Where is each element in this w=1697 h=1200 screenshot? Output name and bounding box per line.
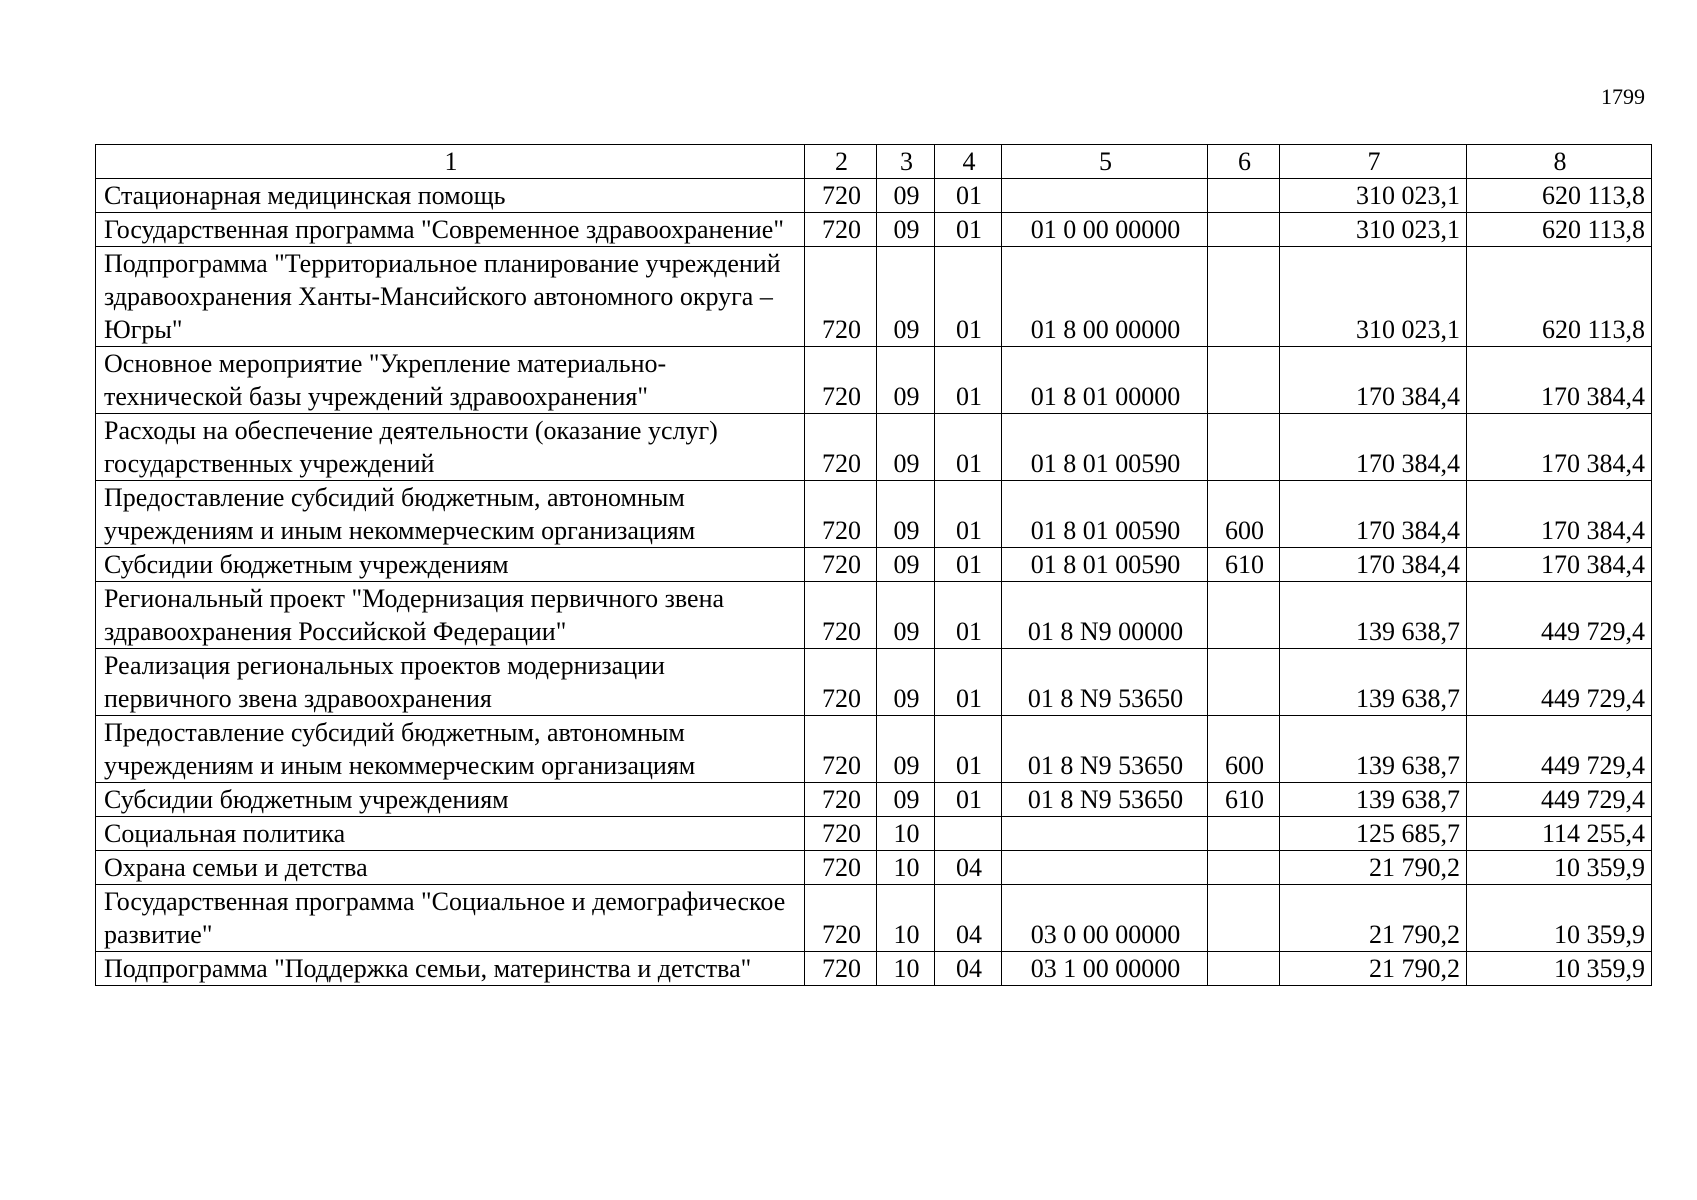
cell-subsection: 01 — [935, 548, 1002, 582]
cell-target-code — [1002, 817, 1208, 851]
row-name: Социальная политика — [96, 817, 805, 851]
row-name: Охрана семьи и детства — [96, 851, 805, 885]
table-row — [96, 851, 1652, 885]
column-header: 7 — [1280, 145, 1467, 179]
cell-section: 09 — [877, 481, 935, 548]
page-number: 1799 — [1601, 84, 1645, 109]
cell-amount-8: 449 729,4 — [1467, 716, 1652, 783]
column-header: 2 — [805, 145, 877, 179]
cell-amount-8: 449 729,4 — [1467, 582, 1652, 649]
cell-ministry: 720 — [805, 783, 877, 817]
table-row — [96, 952, 1652, 986]
cell-subsection: 04 — [935, 885, 1002, 952]
cell-expense-type — [1208, 649, 1280, 716]
cell-ministry: 720 — [805, 414, 877, 481]
table-row — [96, 817, 1652, 851]
cell-target-code: 01 8 N9 53650 — [1002, 783, 1208, 817]
cell-section: 10 — [877, 851, 935, 885]
row-name: Подпрограмма "Территориальное планирование учреждений здравоохранения Ханты-Мансийского автономного округа – Югры" — [96, 247, 805, 347]
cell-expense-type: 600 — [1208, 481, 1280, 548]
cell-expense-type — [1208, 582, 1280, 649]
cell-section: 09 — [877, 347, 935, 414]
cell-amount-8: 10 359,9 — [1467, 885, 1652, 952]
cell-expense-type — [1208, 247, 1280, 347]
cell-amount-7: 310 023,1 — [1280, 247, 1467, 347]
cell-ministry: 720 — [805, 851, 877, 885]
cell-amount-8: 114 255,4 — [1467, 817, 1652, 851]
cell-ministry: 720 — [805, 179, 877, 213]
cell-amount-8: 10 359,9 — [1467, 952, 1652, 986]
row-name: Предоставление субсидий бюджетным, автономным учреждениям и иным некоммерческим организациям — [96, 716, 805, 783]
cell-section: 09 — [877, 179, 935, 213]
cell-amount-7: 170 384,4 — [1280, 548, 1467, 582]
row-name: Субсидии бюджетным учреждениям — [96, 548, 805, 582]
cell-target-code: 03 0 00 00000 — [1002, 885, 1208, 952]
cell-expense-type — [1208, 347, 1280, 414]
cell-expense-type: 600 — [1208, 716, 1280, 783]
cell-subsection — [935, 817, 1002, 851]
cell-target-code — [1002, 851, 1208, 885]
row-name: Реализация региональных проектов модернизации первичного звена здравоохранения — [96, 649, 805, 716]
cell-expense-type — [1208, 851, 1280, 885]
table-row — [96, 481, 1652, 548]
cell-ministry: 720 — [805, 548, 877, 582]
cell-amount-7: 170 384,4 — [1280, 414, 1467, 481]
column-header: 1 — [96, 145, 805, 179]
column-header: 5 — [1002, 145, 1208, 179]
cell-amount-7: 21 790,2 — [1280, 885, 1467, 952]
cell-target-code: 01 8 01 00000 — [1002, 347, 1208, 414]
cell-expense-type — [1208, 179, 1280, 213]
column-header: 8 — [1467, 145, 1652, 179]
cell-section: 09 — [877, 247, 935, 347]
cell-target-code: 01 8 N9 53650 — [1002, 716, 1208, 783]
cell-amount-7: 310 023,1 — [1280, 179, 1467, 213]
cell-subsection: 01 — [935, 481, 1002, 548]
cell-section: 09 — [877, 414, 935, 481]
cell-amount-7: 139 638,7 — [1280, 582, 1467, 649]
cell-section: 09 — [877, 548, 935, 582]
cell-subsection: 01 — [935, 213, 1002, 247]
cell-amount-7: 21 790,2 — [1280, 952, 1467, 986]
cell-subsection: 01 — [935, 347, 1002, 414]
cell-target-code — [1002, 179, 1208, 213]
cell-ministry: 720 — [805, 481, 877, 548]
cell-subsection: 01 — [935, 247, 1002, 347]
row-name: Региональный проект "Модернизация первичного звена здравоохранения Российской Федерации" — [96, 582, 805, 649]
cell-target-code: 01 0 00 00000 — [1002, 213, 1208, 247]
cell-amount-8: 170 384,4 — [1467, 481, 1652, 548]
table-row — [96, 179, 1652, 213]
cell-amount-8: 620 113,8 — [1467, 179, 1652, 213]
row-name: Предоставление субсидий бюджетным, автономным учреждениям и иным некоммерческим организациям — [96, 481, 805, 548]
cell-section: 10 — [877, 952, 935, 986]
column-header: 6 — [1208, 145, 1280, 179]
row-name: Подпрограмма "Поддержка семьи, материнства и детства" — [96, 952, 805, 986]
cell-amount-7: 139 638,7 — [1280, 716, 1467, 783]
cell-section: 10 — [877, 885, 935, 952]
cell-subsection: 01 — [935, 414, 1002, 481]
cell-amount-8: 10 359,9 — [1467, 851, 1652, 885]
cell-subsection: 01 — [935, 582, 1002, 649]
cell-amount-8: 449 729,4 — [1467, 783, 1652, 817]
cell-target-code: 01 8 00 00000 — [1002, 247, 1208, 347]
budget-table — [95, 144, 1652, 986]
cell-expense-type: 610 — [1208, 548, 1280, 582]
cell-amount-8: 449 729,4 — [1467, 649, 1652, 716]
table-header-row — [96, 145, 1652, 179]
table-row — [96, 885, 1652, 952]
cell-subsection: 04 — [935, 952, 1002, 986]
cell-subsection: 01 — [935, 179, 1002, 213]
cell-expense-type — [1208, 885, 1280, 952]
cell-target-code: 01 8 N9 00000 — [1002, 582, 1208, 649]
cell-amount-7: 170 384,4 — [1280, 481, 1467, 548]
table-row — [96, 582, 1652, 649]
cell-ministry: 720 — [805, 885, 877, 952]
row-name: Субсидии бюджетным учреждениям — [96, 783, 805, 817]
cell-amount-7: 310 023,1 — [1280, 213, 1467, 247]
table-row — [96, 247, 1652, 347]
cell-amount-7: 139 638,7 — [1280, 783, 1467, 817]
table-row — [96, 347, 1652, 414]
row-name: Основное мероприятие "Укрепление материально-технической базы учреждений здравоохранения" — [96, 347, 805, 414]
cell-ministry: 720 — [805, 817, 877, 851]
cell-target-code: 01 8 01 00590 — [1002, 414, 1208, 481]
column-header: 3 — [877, 145, 935, 179]
cell-target-code: 01 8 01 00590 — [1002, 481, 1208, 548]
cell-section: 09 — [877, 716, 935, 783]
cell-expense-type — [1208, 952, 1280, 986]
cell-subsection: 01 — [935, 716, 1002, 783]
cell-ministry: 720 — [805, 582, 877, 649]
table-body — [96, 179, 1652, 986]
cell-expense-type — [1208, 213, 1280, 247]
cell-amount-8: 620 113,8 — [1467, 213, 1652, 247]
row-name: Стационарная медицинская помощь — [96, 179, 805, 213]
cell-subsection: 01 — [935, 649, 1002, 716]
cell-ministry: 720 — [805, 347, 877, 414]
cell-amount-7: 125 685,7 — [1280, 817, 1467, 851]
row-name: Государственная программа "Современное здравоохранение" — [96, 213, 805, 247]
cell-section: 09 — [877, 582, 935, 649]
table-row — [96, 213, 1652, 247]
cell-ministry: 720 — [805, 247, 877, 347]
table-row — [96, 783, 1652, 817]
cell-ministry: 720 — [805, 952, 877, 986]
table-row — [96, 414, 1652, 481]
cell-expense-type — [1208, 817, 1280, 851]
column-header: 4 — [935, 145, 1002, 179]
cell-amount-8: 170 384,4 — [1467, 548, 1652, 582]
cell-ministry: 720 — [805, 649, 877, 716]
cell-amount-7: 139 638,7 — [1280, 649, 1467, 716]
row-name: Расходы на обеспечение деятельности (оказание услуг) государственных учреждений — [96, 414, 805, 481]
cell-section: 09 — [877, 213, 935, 247]
cell-expense-type — [1208, 414, 1280, 481]
cell-section: 09 — [877, 783, 935, 817]
cell-subsection: 01 — [935, 783, 1002, 817]
cell-ministry: 720 — [805, 213, 877, 247]
table-row — [96, 548, 1652, 582]
table-row — [96, 716, 1652, 783]
cell-target-code: 01 8 N9 53650 — [1002, 649, 1208, 716]
cell-amount-7: 170 384,4 — [1280, 347, 1467, 414]
cell-target-code: 03 1 00 00000 — [1002, 952, 1208, 986]
cell-section: 10 — [877, 817, 935, 851]
cell-ministry: 720 — [805, 716, 877, 783]
cell-subsection: 04 — [935, 851, 1002, 885]
cell-amount-8: 170 384,4 — [1467, 414, 1652, 481]
cell-expense-type: 610 — [1208, 783, 1280, 817]
cell-target-code: 01 8 01 00590 — [1002, 548, 1208, 582]
cell-amount-8: 620 113,8 — [1467, 247, 1652, 347]
cell-amount-7: 21 790,2 — [1280, 851, 1467, 885]
row-name: Государственная программа "Социальное и демографическое развитие" — [96, 885, 805, 952]
cell-amount-8: 170 384,4 — [1467, 347, 1652, 414]
cell-section: 09 — [877, 649, 935, 716]
table-row — [96, 649, 1652, 716]
